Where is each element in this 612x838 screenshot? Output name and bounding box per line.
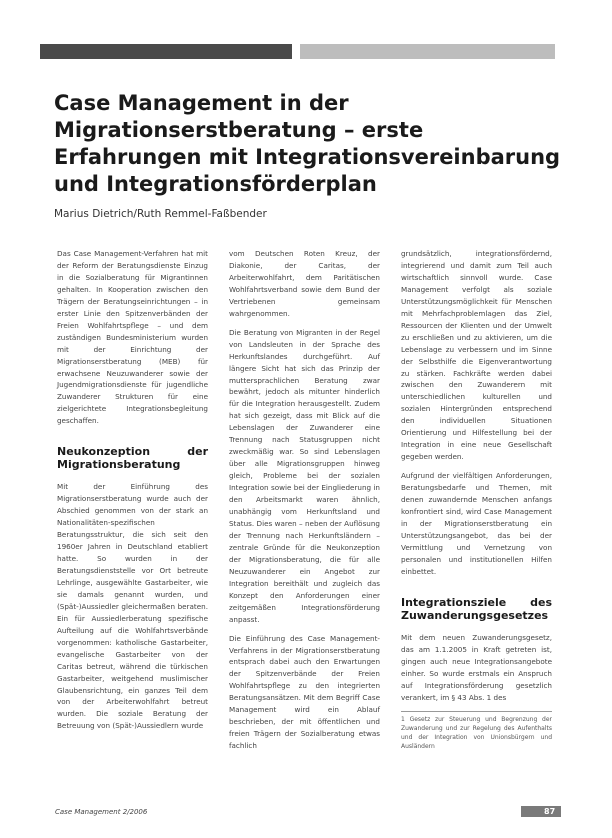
paragraph: vom Deutschen Roten Kreuz, der Diakonie, der Caritas, der Arbeiterwohlfahrt, dem Paritätischen Wohlfahrtsverband sowie dem Bund der Vertriebenen gemeinsam wahrgenommen. bbox=[229, 249, 380, 318]
header-bar-light bbox=[300, 44, 555, 59]
footnote: 1 Gesetz zur Steuerung und Begrenzung der Zuwanderung und zur Regelung des Aufenthalts und der Integration von Unionsbürgern und Ausländern bbox=[401, 711, 552, 751]
paragraph: Die Einführung des Case Management-Verfahrens in der Migrationserstberatung entsprach dabei auch den Erwartungen der Spitzenverbände der Freien Wohlfahrtspflege zu den integrierten Beratungsansätzen. Mit dem Begriff Case Management wird ein Ablauf beschrieben, der mit öffentlichen und freien Trägern der Sozialberatung etwas fachlich bbox=[229, 633, 380, 751]
paragraph: Das Case Management-Verfahren hat mit der Reform der Beratungsdienste Einzug in die Sozialberatung für Migrantinnen gehalten. In Kooperation zwischen den Trägern der Beratungseinrichtungen – in erster Linie den Spitzenverbänden der Freien Wohlfahrtspflege – und dem zuständigen Bundesministerium wurden mit der Einrichtung der Migrationserstberatung (MEB) für erwachsene Neuzuwanderer sowie der Jugendmigrationsdienste für jugendliche Zuwanderer Strukturen für eine zielgerichtete Integrationsbegleitung geschaffen. bbox=[57, 249, 208, 426]
section-heading: Integrationsziele des Zuwanderungsgesetzes bbox=[401, 595, 552, 622]
header-bar-dark bbox=[40, 44, 292, 59]
text-column-1 bbox=[57, 248, 208, 739]
journal-name: Case Management 2/2006 bbox=[55, 808, 148, 816]
paragraph: grundsätzlich, integrationsfördernd, integrierend und damit zum Teil auch wirtschaftlich sinnvoll wurde. Case Management verfolgt als soziale Unterstützungsmöglichkeit für Menschen mit Mehrfachproblemlagen das Ziel, Ressourcen der Klienten und der Umwelt zu erschließen und zu aktivieren, um die Lebenslage zu verbessern und im Sinne der Selbsthilfe die Eigenverantwortung zu stärken. Fachkräfte werden dabei zwischen den Zuwanderern mit unterschiedlichen kulturellen und sozialen Hintergründen entsprechend den individuellen Situationen Orientierung und Hilfestellung bei der Integration in eine neue Gesellschaft gegeben werden. bbox=[401, 249, 552, 462]
page-number: 87 bbox=[544, 807, 556, 816]
paragraph: Die Beratung von Migranten in der Regel von Landsleuten in der Sprache des Herkunftslandes durchgeführt. Auf längere Sicht hat sich das Prinzip der muttersprachlichen Beratung zwar bewährt, jedoch als mitunter hinderlich für die Integration herausgestellt. Zudem hat sich gezeigt, dass mit Blick auf die Lebenslagen der Zuwanderer eine Trennung nach Statusgruppen nicht zweckmäßig war. So sind Lebenslagen über alle Migrationsgruppen hinweg gleich, Probleme bei der sozialen Integration sowie bei der Eingliederung in den Arbeitsmarkt waren ähnlich, unabhängig vom Herkunftsland und Status. Dies waren – neben der Auflösung der Trennung nach Herkunftsländern – zentrale Gründe für die Neukonzeption der Migrationsberatung, die für alle Neuzuwanderer ein Angebot zur Integration bereithält und zugleich das Konzept den Anforderungen einer zeitgemäßen Integrationsförderung anpasst. bbox=[229, 327, 380, 624]
paragraph: Aufgrund der vielfältigen Anforderungen, Beratungsbedarfe und Themen, mit denen zuwandernde Menschen anfangs konfrontiert sind, wird Case Management in der Migrationserstberatung ein Unterstützungsangebot, das bei der Vermittlung und Vernetzung von personalen und institutionellen Hilfen einbettet. bbox=[401, 471, 552, 576]
paragraph: Mit der Einführung des Migrationserstberatung wurde auch der Abschied genommen von der stark an Nationalitäten-spezifischen Beratungsstruktur, die sich seit den 1960er Jahren in Deutschland etabliert hatte. So wurden in der Beratungsdienststelle vor Ort betreute Lehrlinge, ausgewählte Gastarbeiter, wie sie damals genannt wurden, und (Spät-)Aussiedler gleichermaßen beraten. Ein für Aussiedlerberatung spezifische Aufteilung auf die Wohlfahrtsverbände vorgenommen: katholische Gastarbeiter, evangelische Gastarbeiter von der Caritas betreut, während die türkischen Gastarbeiter, weitgehend muslimischer Glaubensrichtung, ein ganzes Teil dem von der Arbeiterwohlfahrt betreut wurden. Die soziale Beratung der Betreuung von (Spät-)Aussiedlern wurde bbox=[57, 482, 208, 731]
article-authors: Marius Dietrich/Ruth Remmel-Faßbender bbox=[54, 208, 267, 220]
section-heading: Neukonzeption der Migrationsberatung bbox=[57, 445, 208, 472]
paragraph: Mit dem neuen Zuwanderungsgesetz, das am 1.1.2005 in Kraft getreten ist, gingen auch neue Integrationsangebote einher. So wurde erstmals ein Anspruch auf Integrationsförderung gesetzlich verankert, im § 43 Abs. 1 des bbox=[401, 632, 552, 702]
text-column-3 bbox=[401, 248, 552, 751]
article-title: Case Management in der Migrationserstberatung – erste Erfahrungen mit Integrationsvereinbarung und Integrationsförderplan bbox=[54, 91, 561, 196]
text-column-2 bbox=[229, 248, 380, 759]
